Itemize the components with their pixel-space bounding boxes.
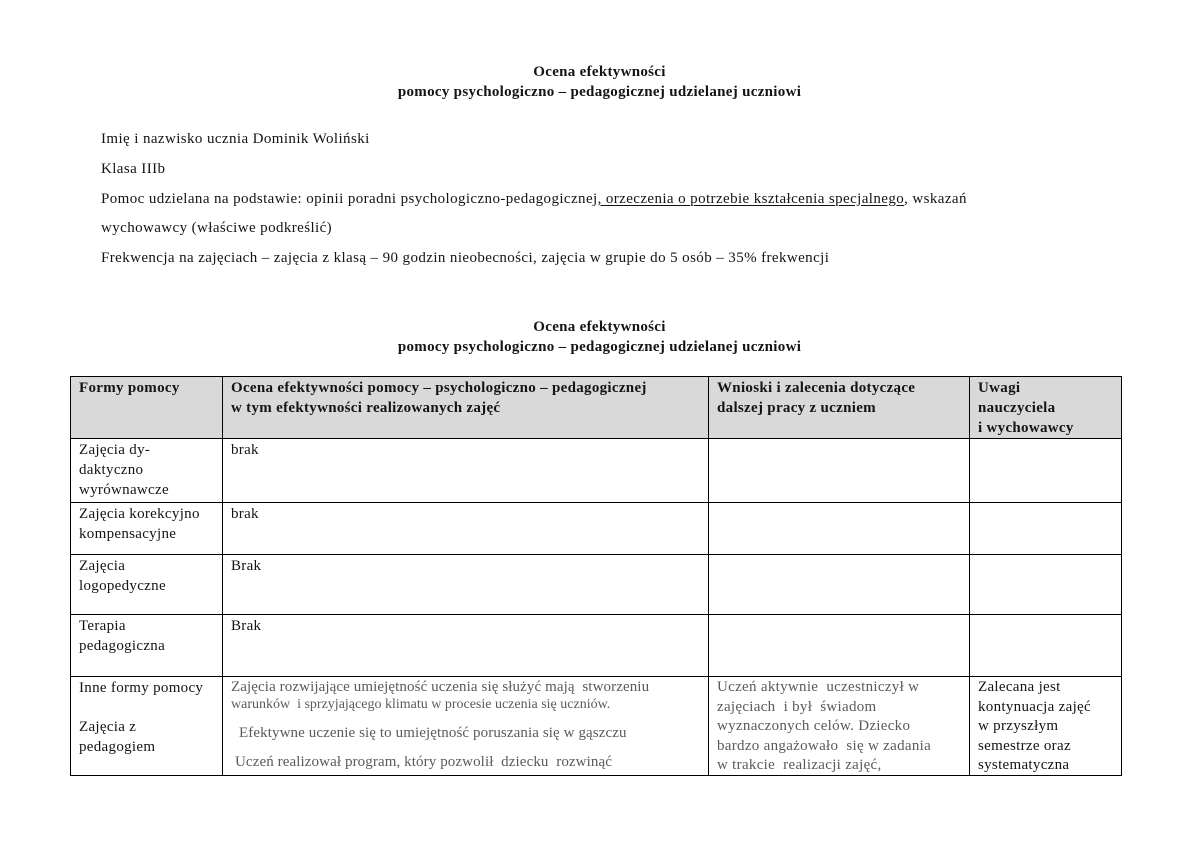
- form-line: Terapia: [79, 618, 126, 634]
- header-evaluation: [223, 377, 709, 439]
- table-row: [71, 439, 1122, 503]
- basis-continuation-line: wychowawcy (właściwe podkreślić): [101, 220, 333, 237]
- form-line: Zajęcia korekcyjno: [79, 506, 200, 522]
- student-info: [101, 125, 967, 274]
- student-name-line: Imię i nazwisko ucznia Dominik Woliński: [101, 131, 370, 147]
- evaluation-line: Efektywne uczenie się to umiejętność poruszania się w gąszczu: [239, 725, 627, 741]
- document-title: [0, 62, 1199, 102]
- header-line: i wychowawcy: [978, 420, 1074, 436]
- header-line: Ocena efektywności pomocy – psychologiczno – pedagogicznej: [231, 380, 647, 396]
- cell-evaluation: [223, 503, 709, 555]
- evaluation-line: warunków i sprzyjającego klimatu w procesie uczenia się uczniów.: [231, 697, 611, 712]
- table-row: [71, 677, 1122, 776]
- cell-conclusions: [709, 439, 970, 503]
- cell-conclusions: [709, 555, 970, 615]
- header-conclusions: [709, 377, 970, 439]
- basis-underlined-option: , orzeczenia o potrzebie kształcenia specjalnego: [597, 190, 905, 207]
- evaluation-line: brak: [231, 506, 259, 522]
- cell-form: [71, 615, 223, 677]
- document-title-line-2: pomocy psychologiczno – pedagogicznej udzielanej uczniowi: [397, 84, 802, 100]
- subform-line: pedagogiem: [79, 739, 156, 755]
- evaluation-table: [70, 376, 1122, 776]
- remarks-line: kontynuacja zajęć: [978, 698, 1091, 715]
- evaluation-paragraph: [231, 753, 702, 772]
- conclusions-line: wyznaczonych celów. Dziecko: [717, 718, 911, 734]
- table-row: [71, 615, 1122, 677]
- conclusions-line: bardzo angażowało się w zadania: [717, 737, 932, 754]
- cell-remarks: [970, 555, 1122, 615]
- form-line: Zajęcia dy-: [79, 442, 151, 458]
- table-header-row: [71, 377, 1122, 439]
- cell-remarks: [970, 503, 1122, 555]
- table-title-line-2: pomocy psychologiczno – pedagogicznej udzielanej uczniowi: [397, 339, 802, 355]
- basis-prefix: Pomoc udzielana na podstawie: opinii poradni psychologiczno-pedagogicznej: [101, 190, 598, 207]
- form-line: logopedyczne: [79, 578, 166, 594]
- form-line: Inne formy pomocy: [79, 680, 204, 696]
- evaluation-line: Uczeń realizował program, który pozwolił dziecku rozwinąć: [235, 754, 612, 770]
- document-title-line-1: Ocena efektywności: [533, 64, 666, 80]
- form-line: kompensacyjne: [79, 526, 177, 542]
- table-row: [71, 555, 1122, 615]
- cell-form: [71, 555, 223, 615]
- table-row: [71, 503, 1122, 555]
- table-title: [0, 317, 1199, 357]
- evaluation-line: Brak: [231, 618, 262, 634]
- header-line: Formy pomocy: [79, 380, 180, 396]
- form-line: Zajęcia: [79, 558, 126, 574]
- cell-conclusions: [709, 615, 970, 677]
- attendance-line: Frekwencja na zajęciach – zajęcia z klasą – 90 godzin nieobecności, zajęcia w grupie do 5 osób – 35% frekwencji: [101, 250, 830, 266]
- cell-remarks: [970, 615, 1122, 677]
- cell-remarks: [970, 677, 1122, 776]
- remarks-line: w przyszłym: [978, 718, 1059, 734]
- conclusions-line: Uczeń aktywnie uczestniczył w: [717, 679, 920, 695]
- remarks-line: systematyczna: [978, 757, 1070, 773]
- cell-form: [71, 677, 223, 776]
- cell-evaluation: [223, 677, 709, 776]
- evaluation-paragraph: [231, 678, 702, 714]
- cell-remarks: [970, 439, 1122, 503]
- remarks-line: semestrze oraz: [978, 737, 1071, 754]
- cell-evaluation: [223, 555, 709, 615]
- header-line: Uwagi: [978, 380, 1021, 396]
- cell-evaluation: [223, 615, 709, 677]
- evaluation-line: Zajęcia rozwijające umiejętność uczenia się służyć mają stworzeniu: [231, 679, 650, 695]
- header-line: nauczyciela: [978, 400, 1056, 416]
- cell-form: [71, 503, 223, 555]
- conclusions-line: w trakcie realizacji zajęć,: [717, 757, 882, 773]
- basis-suffix: , wskazań: [904, 190, 967, 207]
- basis-line: [101, 185, 967, 215]
- header-line: Wnioski i zalecenia dotyczące: [717, 380, 916, 396]
- conclusions-line: zajęciach i był świadom: [717, 698, 877, 715]
- table-title-line-1: Ocena efektywności: [533, 319, 666, 335]
- subform: [79, 717, 216, 757]
- evaluation-line: Brak: [231, 558, 262, 574]
- header-remarks: [970, 377, 1122, 439]
- cell-form: [71, 439, 223, 503]
- header-line: dalszej pracy z uczniem: [717, 400, 876, 416]
- form-line: daktyczno: [79, 462, 144, 478]
- header-forms: [71, 377, 223, 439]
- header-line: w tym efektywności realizowanych zajęć: [231, 400, 501, 416]
- evaluation-line: brak: [231, 442, 259, 458]
- form-line: pedagogiczna: [79, 638, 166, 654]
- subform-line: Zajęcia z: [79, 719, 137, 735]
- cell-evaluation: [223, 439, 709, 503]
- cell-conclusions: [709, 677, 970, 776]
- form-line: wyrównawcze: [79, 482, 169, 498]
- cell-conclusions: [709, 503, 970, 555]
- remarks-line: Zalecana jest: [978, 679, 1061, 695]
- evaluation-paragraph: [231, 724, 702, 743]
- class-line: Klasa IIIb: [101, 160, 166, 177]
